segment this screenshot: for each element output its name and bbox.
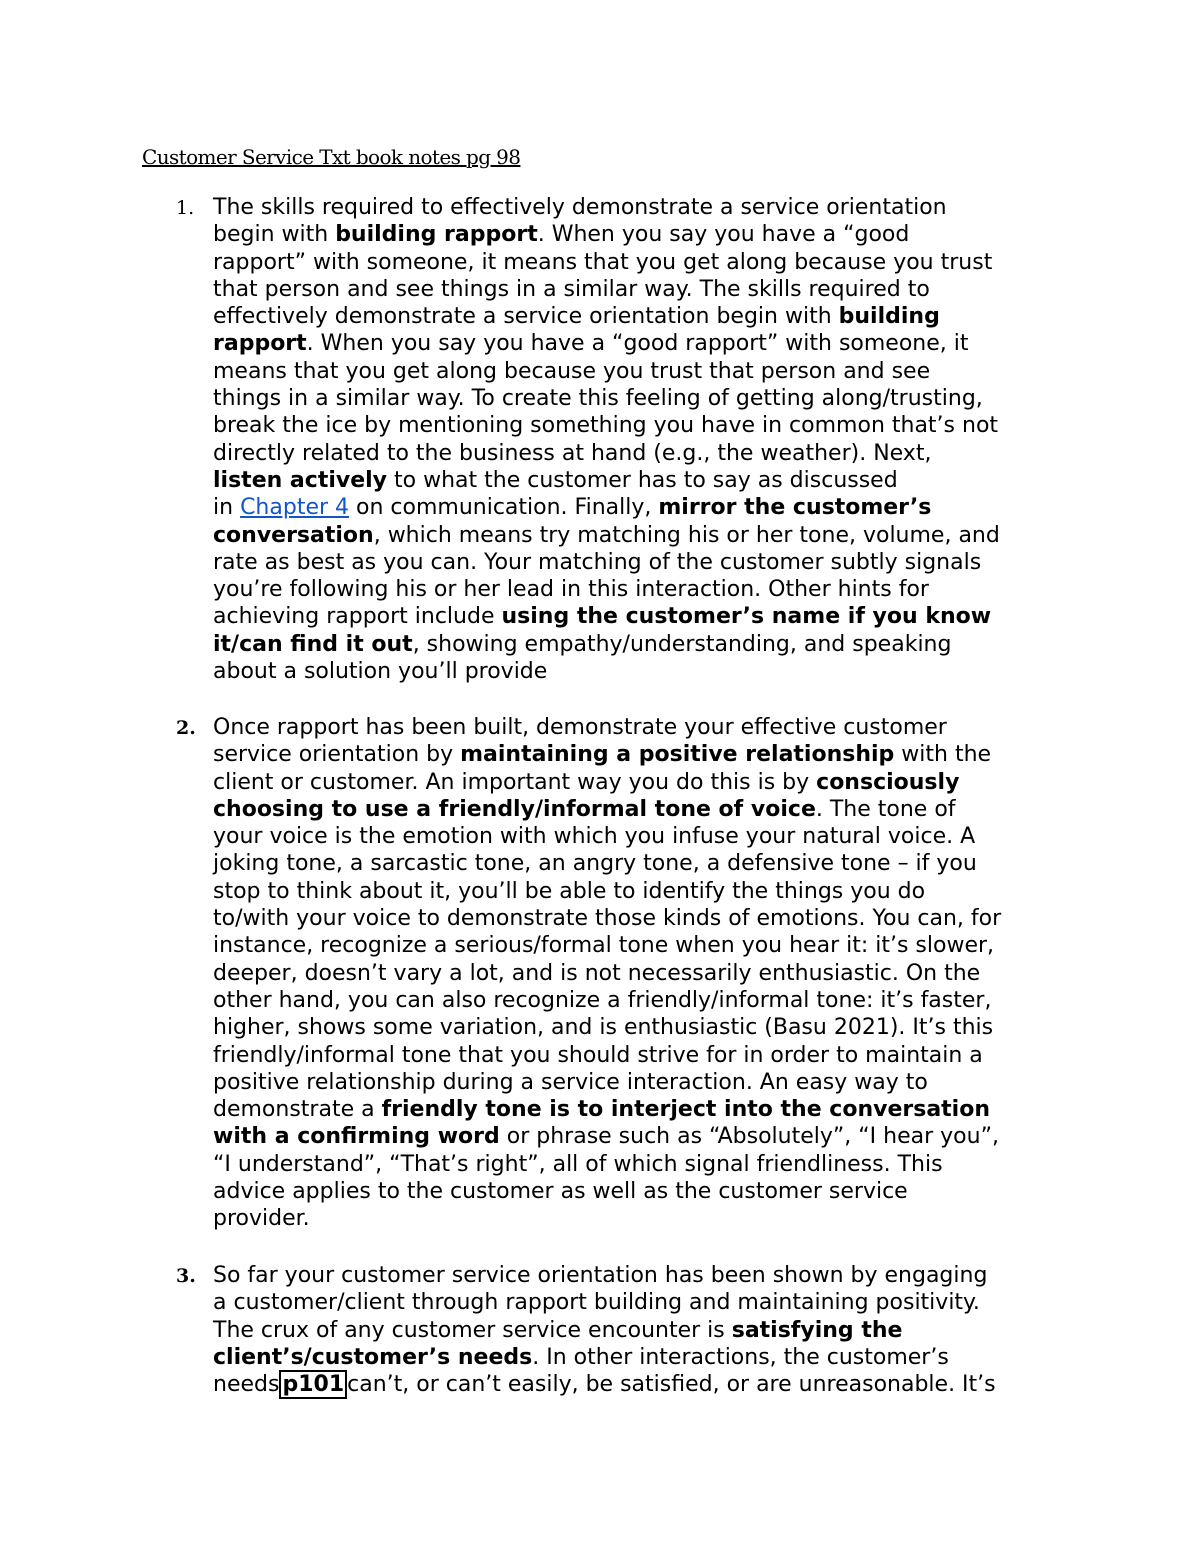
text-line bbox=[213, 1344, 1093, 1371]
text-run: demonstrate a bbox=[213, 1097, 382, 1123]
text-run: with the bbox=[894, 742, 992, 768]
text-line bbox=[213, 467, 1093, 494]
bold-text: friendly tone is to interject into the conversation bbox=[381, 1097, 990, 1123]
text-line bbox=[213, 714, 1093, 741]
text-line bbox=[213, 494, 1093, 521]
text-line bbox=[213, 1042, 1093, 1069]
text-run: , showing empathy/understanding, and speaking bbox=[412, 631, 952, 657]
text-run: deeper, doesn’t vary a lot, and is not necessarily enthusiastic. On the bbox=[213, 960, 981, 986]
text-line bbox=[213, 878, 1093, 905]
text-line bbox=[213, 850, 1093, 877]
text-run: means that you get along because you trust that person and see bbox=[213, 358, 931, 384]
bold-text: satisfying the bbox=[731, 1317, 903, 1343]
text-run: . The tone of bbox=[815, 796, 956, 822]
text-line bbox=[213, 741, 1093, 768]
bold-text: building bbox=[838, 304, 940, 330]
bold-text: maintaining a positive relationship bbox=[460, 742, 895, 768]
text-run: begin with bbox=[213, 222, 336, 248]
text-run: friendly/informal tone that you should strive for in order to maintain a bbox=[213, 1042, 983, 1068]
text-run: higher, shows some variation, and is enthusiastic (Basu 2021). It’s this bbox=[213, 1015, 994, 1041]
text-line bbox=[213, 603, 1093, 630]
text-line bbox=[213, 905, 1093, 932]
text-run: directly related to the business at hand (e.g., the weather). Next, bbox=[213, 440, 932, 466]
text-run: you’re following his or her lead in this interaction. Other hints for bbox=[213, 577, 929, 603]
text-line bbox=[213, 823, 1093, 850]
text-run: instance, recognize a serious/formal tone when you hear it: it’s slower, bbox=[213, 933, 995, 959]
bold-text: consciously bbox=[816, 769, 960, 795]
bold-text: rapport bbox=[213, 331, 307, 357]
text-run: about a solution you’ll provide bbox=[213, 659, 548, 685]
text-line bbox=[213, 1014, 1093, 1041]
text-line bbox=[213, 1069, 1093, 1096]
text-line bbox=[213, 987, 1093, 1014]
list-number: 1. bbox=[176, 197, 195, 219]
text-line bbox=[213, 576, 1093, 603]
text-run: that person and see things in a similar way. The skills required to bbox=[213, 276, 930, 302]
chapter-link[interactable]: Chapter 4 bbox=[240, 495, 350, 521]
text-line bbox=[213, 1262, 1093, 1289]
text-run: rapport” with someone, it means that you get along because you trust bbox=[213, 249, 993, 275]
text-run: “I understand”, “That’s right”, all of which signal friendliness. This bbox=[213, 1151, 943, 1177]
text-run: achieving rapport include bbox=[213, 604, 502, 630]
text-run: break the ice by mentioning something you have in common that’s not bbox=[213, 413, 999, 439]
text-line bbox=[213, 1317, 1093, 1344]
text-run: your voice is the emotion with which you infuse your natural voice. A bbox=[213, 824, 976, 850]
text-line bbox=[213, 631, 1093, 658]
bold-text: conversation bbox=[213, 522, 374, 548]
text-line bbox=[213, 769, 1093, 796]
text-line bbox=[213, 221, 1093, 248]
text-run: service orientation by bbox=[213, 742, 461, 768]
text-line bbox=[213, 412, 1093, 439]
list-item-text bbox=[213, 194, 1093, 685]
bold-text: mirror the customer’s bbox=[658, 495, 932, 521]
text-run: Once rapport has been built, demonstrate your effective customer bbox=[213, 715, 947, 740]
text-line bbox=[213, 303, 1093, 330]
text-line bbox=[213, 796, 1093, 823]
bold-text: using the customer’s name if you know bbox=[501, 604, 992, 630]
text-line bbox=[213, 385, 1093, 412]
text-run: in bbox=[213, 495, 241, 521]
text-run: other hand, you can also recognize a friendly/informal tone: it’s faster, bbox=[213, 987, 992, 1013]
list-number: 3. bbox=[176, 1265, 196, 1287]
text-line bbox=[213, 249, 1093, 276]
text-line bbox=[213, 1123, 1093, 1150]
text-line bbox=[213, 330, 1093, 357]
text-run: advice applies to the customer as well as the customer service bbox=[213, 1179, 908, 1205]
text-line bbox=[213, 358, 1093, 385]
text-run: on communication. Finally, bbox=[349, 495, 659, 521]
text-line bbox=[213, 960, 1093, 987]
text-run: can’t, or can’t easily, be satisfied, or are unreasonable. It’s bbox=[347, 1372, 996, 1398]
text-run: things in a similar way. To create this feeling of getting along/trusting, bbox=[213, 386, 983, 412]
text-line bbox=[213, 440, 1093, 467]
text-run: . In other interactions, the customer’s bbox=[532, 1344, 949, 1370]
text-line bbox=[213, 1178, 1093, 1205]
text-line bbox=[213, 1096, 1093, 1123]
text-line bbox=[213, 1289, 1093, 1316]
text-run: positive relationship during a service interaction. An easy way to bbox=[213, 1069, 928, 1095]
text-line bbox=[213, 549, 1093, 576]
text-line bbox=[213, 522, 1093, 549]
text-run: effectively demonstrate a service orientation begin with bbox=[213, 304, 839, 330]
text-run: , which means try matching his or her tone, volume, and bbox=[373, 522, 1000, 548]
text-line bbox=[213, 1205, 1093, 1232]
text-run: to what the customer has to say as discussed bbox=[387, 467, 898, 493]
text-run: The skills required to effectively demonstrate a service orientation bbox=[213, 195, 947, 220]
list-number: 2. bbox=[176, 717, 196, 739]
text-run: . When you say you have a “good bbox=[537, 222, 910, 248]
text-line bbox=[213, 658, 1093, 685]
text-line bbox=[213, 194, 1093, 221]
text-run: rate as best as you can. Your matching of the customer subtly signals bbox=[213, 549, 982, 575]
bold-text: it/can find it out bbox=[213, 631, 413, 657]
text-run: or phrase such as “Absolutely”, “I hear you”, bbox=[499, 1124, 999, 1150]
bold-text: building rapport bbox=[335, 222, 538, 248]
document-title: Customer Service Txt book notes pg 98 bbox=[142, 145, 521, 169]
text-line bbox=[213, 276, 1093, 303]
bold-text: client’s/customer’s needs bbox=[213, 1344, 533, 1370]
text-run: The crux of any customer service encounter is bbox=[213, 1317, 732, 1343]
text-line bbox=[213, 1151, 1093, 1178]
bold-text: listen actively bbox=[213, 467, 388, 493]
bold-text: with a confirming word bbox=[213, 1124, 500, 1150]
text-run: So far your customer service orientation has been shown by engaging bbox=[213, 1263, 988, 1288]
text-run: needs bbox=[213, 1372, 280, 1398]
text-line bbox=[213, 932, 1093, 959]
text-run: provider. bbox=[213, 1206, 310, 1232]
text-run: joking tone, a sarcastic tone, an angry tone, a defensive tone – if you bbox=[213, 851, 977, 877]
list-item-text bbox=[213, 1262, 1093, 1398]
text-run: to/with your voice to demonstrate those kinds of emotions. You can, for bbox=[213, 906, 1002, 932]
text-run: . When you say you have a “good rapport” with someone, it bbox=[306, 331, 969, 357]
page-reference-marker: p101 bbox=[279, 1370, 347, 1399]
text-run: client or customer. An important way you do this is by bbox=[213, 769, 817, 795]
text-line bbox=[213, 1371, 1093, 1398]
text-run: stop to think about it, you’ll be able to identify the things you do bbox=[213, 878, 926, 904]
text-run: a customer/client through rapport building and maintaining positivity. bbox=[213, 1290, 980, 1316]
list-item-text bbox=[213, 714, 1093, 1233]
bold-text: choosing to use a friendly/informal tone of voice bbox=[213, 796, 816, 822]
